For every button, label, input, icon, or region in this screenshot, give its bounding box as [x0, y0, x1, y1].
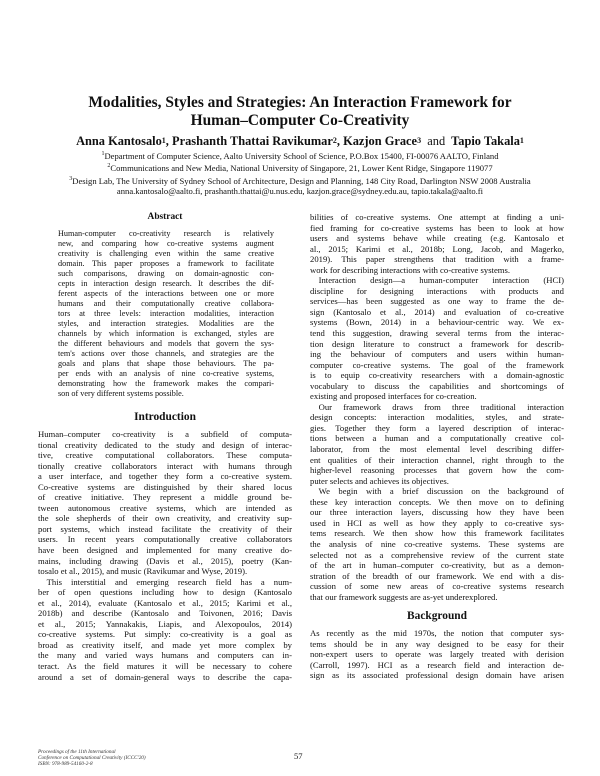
text-line: these key interaction concepts. We then move on to defining [310, 496, 564, 507]
text-line: ber of open questions including how to design (Kantosalo [38, 587, 292, 598]
text-line: tems research. We then show how this framework facilitates [310, 528, 564, 539]
text-line: tive, creative computational collaborators. These computa- [38, 450, 292, 461]
intro-paragraph [38, 429, 292, 577]
text-line: have been designed and implemented for many creative do- [38, 545, 292, 556]
text-line: stration of the breadth of our framework. We end with a dis- [310, 570, 564, 581]
text-line: discipline for designing interactions with products and [310, 285, 564, 296]
text-line: tems should be in any way designed to be easy for their [310, 638, 564, 649]
text-line: the different behaviours and models that govern the sys- [58, 339, 274, 348]
text-line: non-expert users to operate was largely treated with derision [310, 649, 564, 660]
affiliation-mark: 1 [101, 151, 105, 157]
affiliation-line [20, 174, 580, 186]
section-heading-background: Background [407, 610, 467, 623]
text-line: of creative initiative. They represent a middle ground be- [38, 492, 292, 503]
author-separator: , [336, 134, 344, 148]
text-line: the analysis of nine co-creative systems. These systems are [310, 538, 564, 549]
text-line: As recently as the mid 1970s, the notion that computer sys- [310, 628, 564, 639]
title-line: Human–Computer Co-Creativity [190, 112, 410, 129]
text-line: tem's actions over those channels, and strategies are the [58, 349, 274, 358]
author-name: Kazjon Grace [343, 134, 418, 148]
text-line: tween autonomous creative systems, which are intended as [38, 502, 292, 513]
author-emails: anna.kantosalo@aalto.fi, prashanth.thattai@u.nus.edu, kazjon.grace@sydney.edu.au, tapio.takala@aalto.fi [116, 186, 484, 197]
abstract-body [38, 229, 292, 399]
affiliation-mark: 3 [69, 175, 73, 182]
text-line: users and systems behave while creating (e.g. Kantosalo et [310, 233, 564, 244]
text-line: fied framing for co-creative systems has been to look at how [310, 222, 564, 233]
text-line: of the art in human–computer co-creativity, but as a demon- [310, 560, 564, 571]
proceedings-footnote [38, 749, 146, 768]
text-line: laborator, from the most elemental level describing differ- [310, 444, 564, 455]
text-line: sign (Kantosalo et al., 2014) and evaluation of co-creative [310, 306, 564, 317]
affiliation-text: Design Lab, The University of Sydney School of Architecture, Design and Planning, 148 City Road, Darlington NSW 2008 Australia [72, 175, 531, 186]
author-and: and [427, 134, 446, 148]
text-line: used in HCI as well as how they apply to co-creative sys- [310, 517, 564, 528]
text-line: higher-level reasoning processes that govern how the com- [310, 465, 564, 476]
text-line: our three interaction layers, discussing how they have been [310, 507, 564, 518]
text-line: tionally creative collaborators interact with humans through [38, 460, 292, 471]
text-line: co-creative systems. Put simply: co-creativity is a goal as [38, 629, 292, 640]
text-line: vocabulary to discuss the capabilities and shortcomings of [310, 380, 564, 391]
author-name: Anna Kantosalo [76, 134, 162, 148]
text-line: This interstitial and emerging research field has a num- [38, 576, 292, 587]
text-line: such comparisons, drawing on domain-agnostic con- [58, 269, 274, 278]
text-line: goals and plans that shape those behaviours. The pa- [58, 359, 274, 368]
text-line: domain. This paper proposes a framework to facilitate [58, 259, 274, 268]
text-line: systems (Bown, 2014) in a behaviour-centric way. We ex- [310, 317, 564, 328]
text-line: selected not as a comprehensive review of the current state [310, 549, 564, 560]
text-line: cepts in interaction design research. It describes the dif- [58, 279, 274, 288]
text-line: the sole shepherds of their own creativity, and creativity sup- [38, 513, 292, 524]
text-line: tosalo et al., 2015), and music (Ravikumar and Wyse, 2019). [38, 566, 248, 577]
author-list [20, 134, 580, 149]
text-line: ing the behaviour of computers and users within human- [310, 349, 564, 360]
text-line: 2018b) and describe (Kantosalo and Toivonen, 2016; Davis [38, 608, 292, 619]
section-heading-introduction: Introduction [134, 411, 196, 423]
text-line: (Carroll, 1997). HCI as a research field and interaction de- [310, 659, 564, 670]
author-name: Prashanth Thattai Ravikumar [172, 134, 333, 148]
text-line: around a set of domain-general ways to describe the capa- [38, 671, 292, 682]
text-line: humans and their computationally creative collabora- [58, 299, 274, 308]
text-line: Interaction design—a human-computer interaction (HCI) [310, 275, 564, 286]
affiliation-line [20, 149, 580, 161]
text-line: work for describing interactions with co-creative systems. [310, 264, 510, 275]
text-line: tion design literature to construct a framework for describ- [310, 338, 564, 349]
text-line: We begin with a brief discussion on the background of [310, 486, 564, 497]
text-line: styles, and interaction strategies. Modalities are the [58, 319, 274, 328]
author-affiliation-mark: 1 [161, 136, 166, 145]
text-line: tend this suggestion, drawing several terms from the interac- [310, 328, 564, 339]
affiliation-mark: 2 [107, 163, 111, 170]
text-line: new, and comparing how co-creative systems augment [58, 239, 274, 248]
text-line: the many and varied ways humans and computers can in- [38, 650, 292, 661]
paper-title [40, 94, 560, 130]
author-affiliation-mark: 1 [519, 136, 524, 145]
body-paragraph [310, 275, 564, 402]
left-column [38, 212, 292, 682]
text-line: tional creativity dedicated to the study and design of interac- [38, 439, 292, 450]
text-line: design concepts: interaction modalities, styles, and strate- [310, 412, 564, 423]
text-line: per ends with an analysis of nine co-creative systems, [58, 369, 274, 378]
text-line: port systems, which instead facilitate the creativity of their [38, 523, 292, 534]
text-line: tions between a human and a computationally creative col- [310, 433, 564, 444]
text-line: users. In recent years computationally creative collaborators [38, 534, 292, 545]
text-line: existing and proposed interfaces for co-creation. [310, 391, 477, 402]
text-line: Human–computer co-creativity is a subfield of computa- [38, 429, 292, 439]
text-line: ferent aspects of the interactions between one or more [58, 289, 274, 298]
text-line: services—has been suggested as one way to frame the de- [310, 296, 564, 307]
text-line: teract. As the field matures it will be necessary to cohere [38, 661, 292, 672]
footnote-line: ISBN: 978-989-54160-2-8 [38, 761, 93, 768]
body-paragraph [310, 402, 564, 486]
text-line: demonstrating how the framework makes the compari- [58, 379, 274, 388]
body-paragraph [310, 486, 564, 602]
text-line: bilities of co-creative systems. One attempt at finding a uni- [310, 212, 564, 222]
author-affiliation-mark: 2 [332, 136, 337, 145]
text-line: al., 2015; Karimi et al., 2018b; Long, Jacob, and Magerko, [310, 243, 564, 254]
background-paragraph [310, 628, 564, 681]
text-line: cussion of some new areas of co-creative systems research [310, 581, 564, 592]
text-line: et al., 2015; Yannakakis, Liapis, and Alexopoulos, 2014) [38, 618, 292, 629]
affiliation-text: Communications and New Media, National University of Singapore, 21, Lower Kent Ridge, Singapore 119077 [110, 163, 493, 174]
author-name: Tapio Takala [451, 134, 520, 148]
right-column [310, 212, 564, 681]
text-line: puter selects and achieves its objectives. [310, 475, 449, 486]
text-line: et al., 2014), evaluate (Kantosalo et al., 2015; Karimi et al., [38, 597, 292, 608]
intro-paragraph [38, 577, 292, 682]
text-line: Human-computer co-creativity research is relatively [58, 229, 274, 238]
text-line: 2019). This paper strengthens that tradition with a frame- [310, 254, 564, 265]
page-number: 57 [294, 751, 303, 761]
text-line: that our framework suggests are as-yet underexplored. [310, 591, 498, 602]
footnote-line: Proceedings of the 11th International [38, 749, 116, 755]
text-line: Co-creative systems are distinguished by their shared locus [38, 481, 292, 492]
body-paragraph [310, 212, 564, 275]
text-line: channels by which information is exchanged, styles are [58, 329, 274, 338]
text-line: ent qualities of their interaction channel, right through to the [310, 454, 564, 465]
affiliations [20, 149, 580, 197]
text-line: sign as its associated professional design domain have arisen [310, 670, 564, 681]
affiliation-line [20, 161, 580, 173]
text-line: computer co-creative systems. The goal of the framework [310, 359, 564, 370]
text-line: is to equip co-creativity researchers with a domain-agnostic [310, 370, 564, 381]
footnote-line: Conference on Computational Creativity (ICCC'20) [38, 755, 146, 762]
text-line: mains, including drawing (Davis et al., 2015), poetry (Kan- [38, 555, 292, 566]
text-line: creativity is challenging even within the same creative [58, 249, 274, 258]
text-line: Our framework draws from three traditional interaction [310, 401, 564, 412]
affiliation-text: Department of Computer Science, Aalto University School of Science, P.O.Box 15400, FI-00076 AALTO, Finland [104, 150, 499, 161]
text-line: tors at three levels: interaction modalities, interaction [58, 309, 274, 318]
author-affiliation-mark: 3 [417, 136, 422, 145]
title-line: Modalities, Styles and Strategies: An Interaction Framework for [88, 94, 512, 111]
abstract-heading: Abstract [147, 212, 183, 222]
author-separator: , [165, 134, 172, 148]
text-line: son of very different systems possible. [58, 389, 184, 398]
text-line: a user interface, and together they form a co-creative system. [38, 471, 292, 482]
text-line: broad as creativity itself, and made yet more complex by [38, 639, 292, 650]
text-line: gies. Together they form a layered description of interac- [310, 422, 564, 433]
